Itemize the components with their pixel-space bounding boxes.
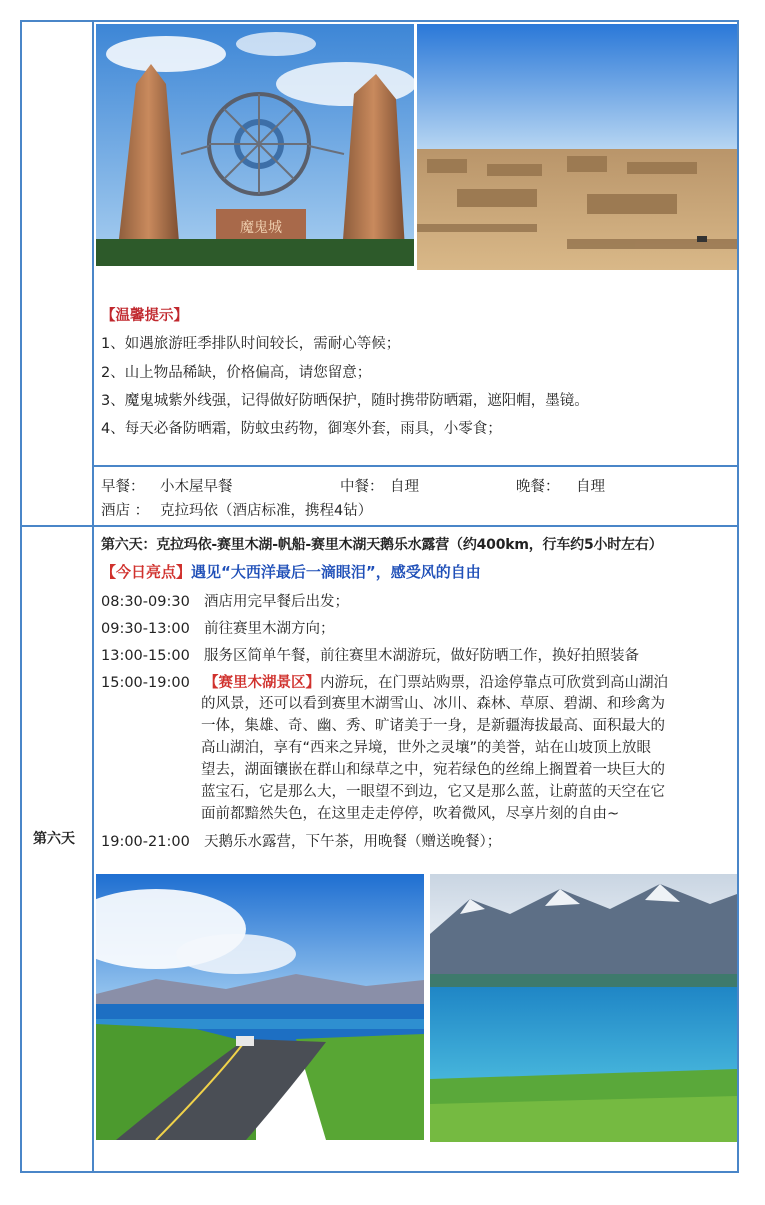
tips-title: 【温馨提示】 — [101, 308, 188, 324]
tip-item: 3、魔鬼城紫外线强，记得做好防晒保护，随时携带防晒霜，遮阳帽，墨镜。 — [101, 393, 589, 409]
schedule-time: 13:00-15:00 — [101, 648, 190, 664]
highlight-label: 【今日亮点】 — [101, 563, 192, 581]
devil-city-gate-photo — [96, 24, 414, 266]
table-divider-tips — [92, 465, 739, 467]
day-highlight — [101, 562, 481, 582]
schedule-row — [101, 832, 501, 852]
scenic-line-first — [204, 673, 668, 693]
schedule-row — [101, 646, 639, 666]
schedule-text: 前往赛里木湖方向； — [204, 621, 335, 637]
scenic-time: 15:00-19:00 — [101, 675, 190, 691]
tip-item: 2、山上物品稀缺，价格偏高，请您留意； — [101, 365, 372, 381]
schedule-time: 08:30-09:30 — [101, 594, 190, 610]
dinner-label: 晚餐： — [516, 479, 560, 495]
breakfast-label: 早餐： — [101, 479, 145, 495]
day-title: 第六天：克拉玛依-赛里木湖-帆船-赛里木湖天鹅乐水露营（约400km，行车约5小时左右） — [101, 537, 663, 553]
breakfast-value: 小木屋早餐 — [160, 479, 233, 495]
scenic-line: 的风景，还可以看到赛里木湖雪山、冰川、森林、草原、碧湖、和珍禽为 — [201, 696, 665, 712]
scenic-line: 面前都黯然失色，在这里走走停停，吹着微风，尽享片刻的自由~ — [201, 806, 620, 822]
schedule-text: 服务区简单午餐，前往赛里木湖游玩，做好防晒工作，换好拍照装备 — [204, 648, 639, 664]
schedule-text: 天鹅乐水露营，下午茶，用晚餐（赠送晚餐）； — [204, 834, 502, 850]
lunch-value: 自理 — [390, 479, 419, 495]
schedule-row — [101, 592, 349, 612]
tip-item: 1、如遇旅游旺季排队时间较长，需耐心等候； — [101, 336, 401, 352]
sayram-lake-road-photo — [96, 874, 424, 1140]
sayram-lake-mountain-photo — [430, 874, 737, 1142]
table-column-divider — [92, 20, 94, 1173]
schedule-time: 19:00-21:00 — [101, 834, 190, 850]
highlight-text: 遇见“大西洋最后一滴眼泪”，感受风的自由 — [191, 563, 481, 581]
hotel-label: 酒店 ： — [101, 503, 150, 519]
devil-city-sign: 魔鬼城 — [240, 220, 282, 236]
scenic-text: 内游玩，在门票站购票，沿途停靠点可欣赏到高山湖泊 — [320, 675, 668, 691]
scenic-line: 蓝宝石，它是那么大，一眼望不到边，它又是那么蓝，让蔚蓝的天空在它 — [201, 784, 665, 800]
hotel-value: 克拉玛依（酒店标准，携程4钻） — [160, 503, 373, 519]
tip-item: 4、每天必备防晒霜，防蚊虫药物，御寒外套，雨具，小零食； — [101, 421, 502, 437]
day-label: 第六天 — [33, 831, 75, 847]
table-divider-day6 — [20, 525, 739, 527]
lunch-label: 中餐： — [340, 479, 384, 495]
scenic-line: 一体，集雄、奇、幽、秀、旷诸美于一身，是新疆海拔最高、面积最大的 — [201, 718, 665, 734]
dinner-value: 自理 — [576, 479, 605, 495]
scenic-name: 【赛里木湖景区】 — [204, 675, 320, 691]
schedule-time: 09:30-13:00 — [101, 621, 190, 637]
schedule-row — [101, 619, 335, 639]
scenic-line: 高山湖泊，享有“西来之异境，世外之灵壤”的美誉，站在山坡顶上放眼 — [201, 740, 652, 756]
yardang-landscape-photo — [417, 24, 737, 270]
schedule-text: 酒店用完早餐后出发； — [204, 594, 349, 610]
scenic-line: 望去，湖面镶嵌在群山和绿草之中，宛若绿色的丝绵上搁置着一块巨大的 — [201, 762, 665, 778]
